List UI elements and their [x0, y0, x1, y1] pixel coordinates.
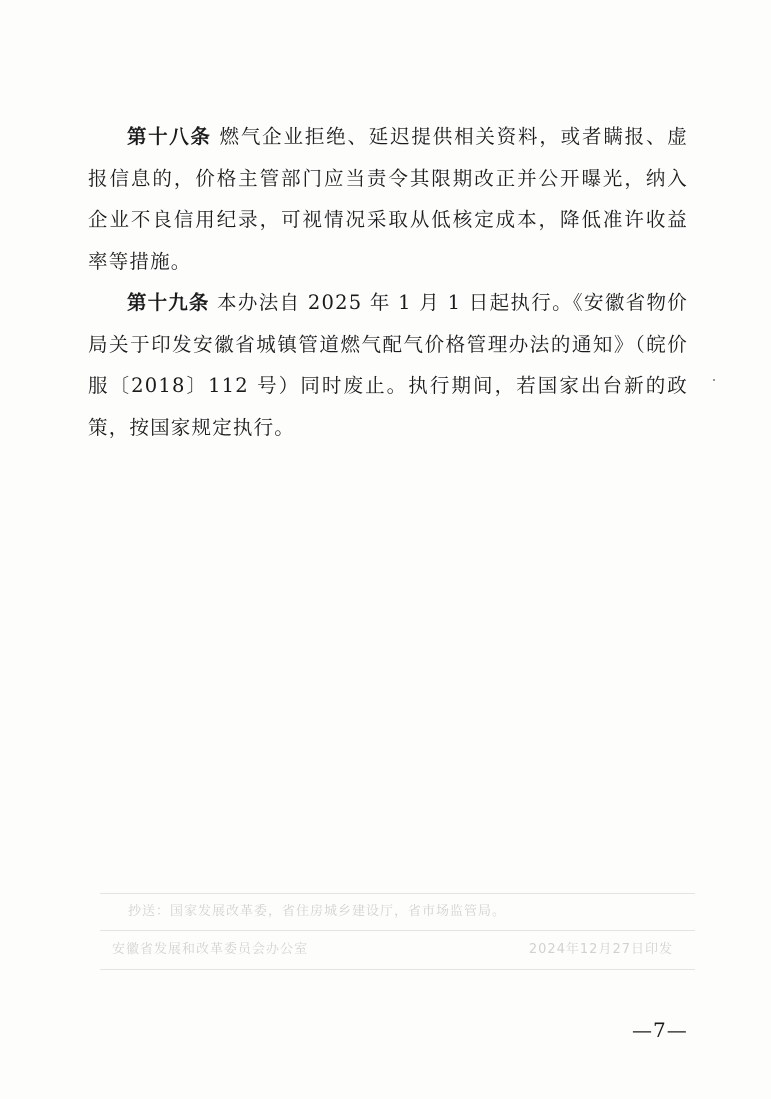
document-footer — [100, 893, 695, 970]
article-19-body: 本办法自 2025 年 1 月 1 日起执行。《安徽省物价局关于印发安徽省城镇管道燃气配气价格管理办法的通知》（皖价服〔2018〕112 号）同时废止。执行期间，若国家出台新的政策，按国家规定执行。 — [88, 291, 688, 439]
article-19-paragraph — [88, 282, 688, 448]
article-19-title: 第十九条 — [127, 291, 210, 314]
footer-bottom-rule — [100, 969, 695, 970]
article-19 — [88, 282, 688, 448]
footer-issuer-row — [100, 931, 695, 969]
article-18-title: 第十八条 — [127, 125, 212, 148]
article-18 — [88, 116, 688, 282]
article-18-paragraph — [88, 116, 688, 282]
footer-cc-note: 抄送：国家发展改革委，省住房城乡建设厅，省市场监管局。 — [128, 904, 507, 919]
footer-date: 2024年12月27日印发 — [528, 942, 673, 957]
footer-issuer: 安徽省发展和改革委员会办公室 — [112, 942, 309, 957]
scan-speck — [713, 379, 715, 381]
page-number: —7— — [632, 1018, 688, 1042]
article-18-body: 燃气企业拒绝、延迟提供相关资料，或者瞒报、虚报信息的，价格主管部门应当责令其限期改正并公开曝光，纳入企业不良信用纪录，可视情况采取从低核定成本，降低准许收益率等措施。 — [88, 125, 688, 273]
